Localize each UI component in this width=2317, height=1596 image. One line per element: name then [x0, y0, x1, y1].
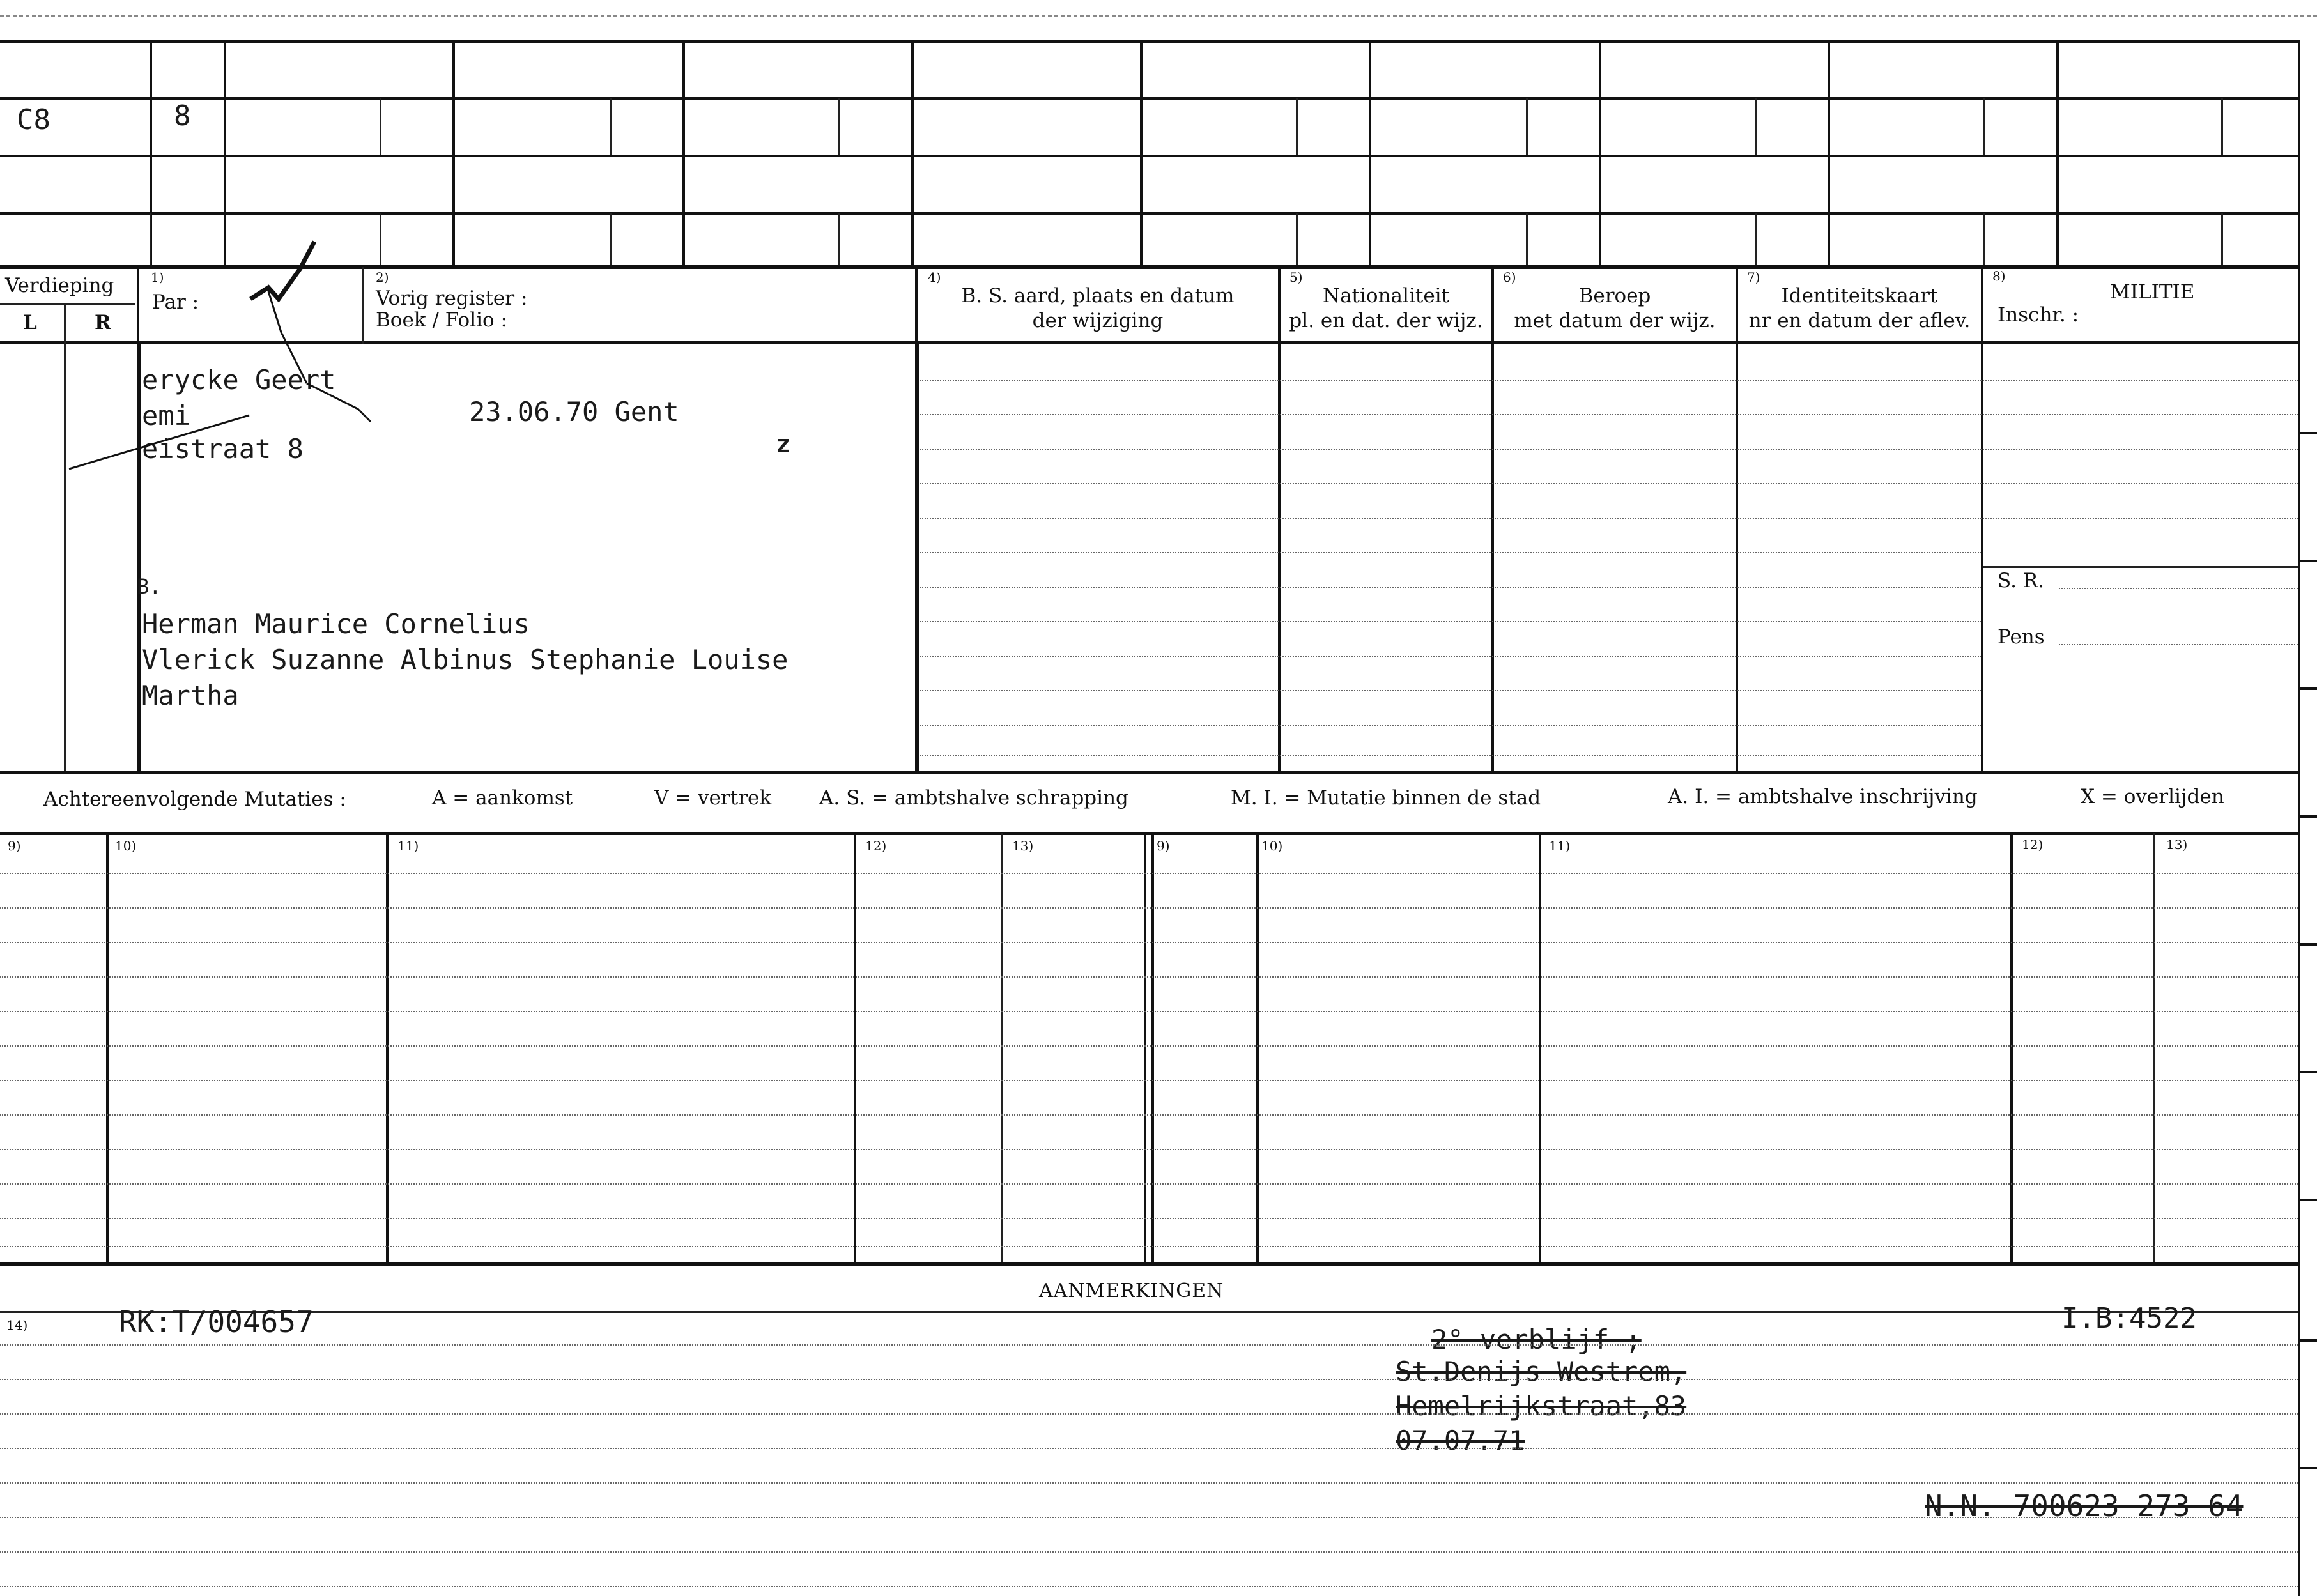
num-5: 5) [1289, 270, 1303, 285]
mut-col-9-left: 9) [8, 838, 21, 854]
entry-birth: 23.06.70 Gent [469, 396, 679, 427]
remarks-place: St.Denijs-Westrem, [1396, 1356, 1687, 1387]
mut-col-10-left: 10) [115, 838, 137, 854]
entry-mark-z: z [776, 430, 790, 458]
mut-col-10-right: 10) [1261, 838, 1283, 854]
num-1: 1) [151, 270, 164, 285]
verdieping-label: Verdieping [5, 274, 114, 297]
mut-col-13-right: 13) [2166, 837, 2188, 852]
remarks-street: Hemelrijkstraat,83 [1396, 1390, 1687, 1422]
entry-first-name: emi [142, 400, 190, 431]
entry-father: Herman Maurice Cornelius [142, 608, 530, 640]
par-label: Par : [152, 291, 199, 314]
entry-b-mark: B. [137, 574, 162, 599]
militie-label: MILITIE [2110, 280, 2195, 303]
num-7: 7) [1747, 270, 1760, 285]
remarks-nn: N.N. 700623 273 64 [1925, 1489, 2244, 1523]
entry-address: eistraat 8 [142, 433, 304, 464]
entry-mother: Vlerick Suzanne Albinus Stephanie Louise [142, 644, 789, 675]
mut-col-9-right: 9) [1157, 838, 1170, 854]
remarks-date: 07.07.71 [1396, 1425, 1525, 1456]
remarks-section [0, 1265, 2317, 1596]
bs-header: B. S. aard, plaats en datum der wijziging [961, 284, 1235, 332]
mutation-ai: A. I. = ambtshalve inschrijving [1668, 785, 1978, 808]
mut-col-12-left: 12) [865, 838, 887, 854]
sr-label: S. R. [1998, 569, 2045, 592]
mutation-mi: M. I. = Mutatie binnen de stad [1231, 786, 1541, 810]
mutation-as: A. S. = ambtshalve schrapping [819, 786, 1128, 810]
num-2: 2) [376, 270, 389, 285]
entry-mother-continued: Martha [142, 680, 239, 711]
mut-col-11-right: 11) [1549, 838, 1571, 854]
num-14: 14) [6, 1317, 28, 1333]
col-l-label: L [23, 311, 37, 334]
remarks-ib: I.B:4522 [2061, 1302, 2197, 1335]
remarks-title: AANMERKINGEN [1039, 1280, 1224, 1302]
num-8: 8) [1992, 268, 2006, 284]
cell-8: 8 [174, 100, 191, 132]
mut-col-11-left: 11) [397, 838, 419, 854]
mut-col-12-right: 12) [2022, 837, 2044, 852]
entry-name: erycke Geert [142, 364, 336, 395]
nationaliteit-header: Nationaliteit pl. en dat. der wijz. [1289, 284, 1483, 332]
num-6: 6) [1503, 270, 1516, 285]
mutations-legend [0, 773, 2317, 837]
cell-c8: C8 [17, 104, 50, 136]
mutation-a: A = aankomst [432, 786, 573, 810]
col-r-label: R [95, 311, 111, 334]
num-4: 4) [928, 270, 941, 285]
mutations-table [0, 833, 2317, 1268]
boek-folio-label: Boek / Folio : [376, 309, 507, 332]
inschr-label: Inschr. : [1998, 303, 2079, 326]
mut-col-13-left: 13) [1012, 838, 1034, 854]
remarks-rk: RK:T/004657 [119, 1305, 314, 1339]
pens-label: Pens [1998, 625, 2045, 648]
vorig-register-label: Vorig register : [376, 287, 528, 310]
mutations-title: Achtereenvolgende Mutaties : [43, 788, 346, 811]
beroep-header: Beroep met datum der wijz. [1514, 284, 1716, 332]
mutation-x: X = overlijden [2081, 785, 2224, 808]
identiteitskaart-header: Identiteitskaart nr en datum der aflev. [1748, 284, 1971, 332]
mutation-v: V = vertrek [654, 786, 772, 810]
remarks-verblijf: 2° verblijf ; [1431, 1324, 1642, 1355]
